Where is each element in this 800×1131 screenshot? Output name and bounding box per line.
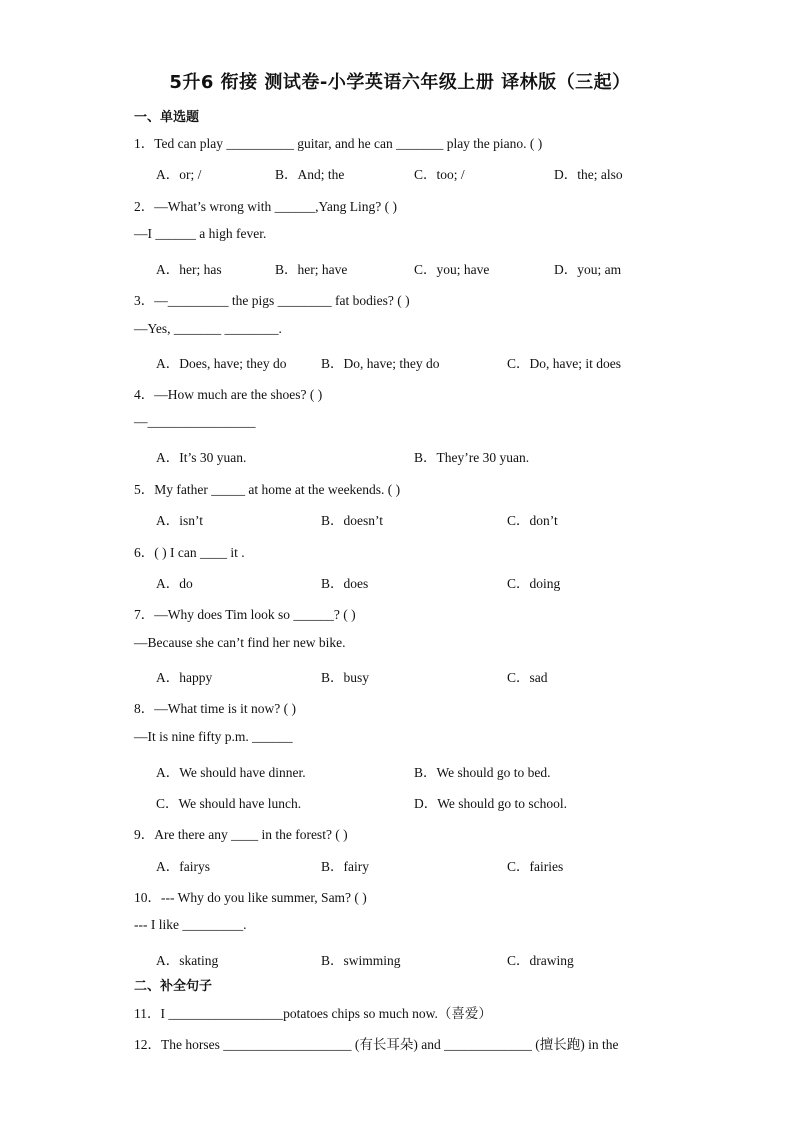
- question-4-line2: —________________: [134, 414, 256, 429]
- question-8-option-b[interactable]: B．We should go to bed.: [414, 765, 551, 780]
- question-6-option-b[interactable]: B．does: [321, 576, 369, 591]
- question-7-option-c[interactable]: C．sad: [507, 670, 548, 685]
- question-4-stem: 4．—How much are the shoes? ( ): [134, 387, 323, 402]
- question-1-option-d[interactable]: D．the; also: [554, 167, 623, 182]
- question-2-option-d[interactable]: D．you; am: [554, 262, 622, 277]
- question-6-option-a[interactable]: A．do: [156, 576, 193, 591]
- question-1-option-b[interactable]: B．And; the: [275, 167, 345, 182]
- question-10-option-c[interactable]: C．drawing: [507, 953, 574, 968]
- question-9-option-b[interactable]: B．fairy: [321, 859, 369, 874]
- question-1-option-c[interactable]: C．too; /: [414, 167, 465, 182]
- question-8-option-a[interactable]: A．We should have dinner.: [156, 765, 306, 780]
- question-4-option-a[interactable]: A．It’s 30 yuan.: [156, 450, 247, 465]
- question-3-option-b[interactable]: B．Do, have; they do: [321, 356, 440, 371]
- question-10-stem: 10．--- Why do you like summer, Sam? ( ): [134, 890, 367, 905]
- question-3-option-a[interactable]: A．Does, have; they do: [156, 356, 287, 371]
- question-1-option-a[interactable]: A．or; /: [156, 167, 202, 182]
- question-2-stem: 2．—What’s wrong with ______,Yang Ling? ( ): [134, 199, 397, 214]
- question-2-line2: —I ______ a high fever.: [134, 226, 267, 241]
- question-5-stem: 5．My father _____ at home at the weekends. ( ): [134, 482, 401, 497]
- question-5-option-c[interactable]: C．don’t: [507, 513, 558, 528]
- question-7-option-b[interactable]: B．busy: [321, 670, 370, 685]
- question-5-option-a[interactable]: A．isn’t: [156, 513, 204, 528]
- question-5-option-b[interactable]: B．doesn’t: [321, 513, 384, 528]
- question-1-stem: 1．Ted can play __________ guitar, and he can _______ play the piano. ( ): [134, 136, 543, 151]
- question-8-line2: —It is nine fifty p.m. ______: [134, 729, 293, 744]
- question-3-option-c[interactable]: C．Do, have; it does: [507, 356, 621, 371]
- question-10-line2: --- I like _________.: [134, 917, 247, 932]
- question-3-stem: 3．—_________ the pigs ________ fat bodies? ( ): [134, 293, 410, 308]
- section-heading-single-choice: 一、单选题: [134, 110, 200, 125]
- question-8-stem: 8．—What time is it now? ( ): [134, 701, 296, 716]
- question-12-stem: 12．The horses ___________________ (有长耳朵) and _____________ (擅长跑) in the: [134, 1037, 619, 1052]
- question-7-option-a[interactable]: A．happy: [156, 670, 213, 685]
- question-10-option-b[interactable]: B．swimming: [321, 953, 401, 968]
- question-8-option-d[interactable]: D．We should go to school.: [414, 796, 568, 811]
- question-10-option-a[interactable]: A．skating: [156, 953, 219, 968]
- question-2-option-a[interactable]: A．her; has: [156, 262, 222, 277]
- question-6-option-c[interactable]: C．doing: [507, 576, 561, 591]
- question-9-option-a[interactable]: A．fairys: [156, 859, 210, 874]
- page-title: 5升6 衔接 测试卷-小学英语六年级上册 译林版（三起）: [169, 72, 631, 93]
- question-11-stem: 11．I _________________potatoes chips so much now.（喜爱）: [134, 1006, 492, 1021]
- question-6-stem: 6．( ) I can ____ it .: [134, 545, 245, 560]
- question-3-line2: —Yes, _______ ________.: [134, 321, 282, 336]
- question-2-option-b[interactable]: B．her; have: [275, 262, 348, 277]
- question-8-option-c[interactable]: C．We should have lunch.: [156, 796, 302, 811]
- question-7-stem: 7．—Why does Tim look so ______? ( ): [134, 607, 356, 622]
- question-7-line2: —Because she can’t find her new bike.: [134, 635, 346, 650]
- question-2-option-c[interactable]: C．you; have: [414, 262, 490, 277]
- question-4-option-b[interactable]: B．They’re 30 yuan.: [414, 450, 530, 465]
- question-9-option-c[interactable]: C．fairies: [507, 859, 564, 874]
- question-9-stem: 9．Are there any ____ in the forest? ( ): [134, 827, 348, 842]
- section-heading-complete-sentences: 二、补全句子: [134, 979, 213, 994]
